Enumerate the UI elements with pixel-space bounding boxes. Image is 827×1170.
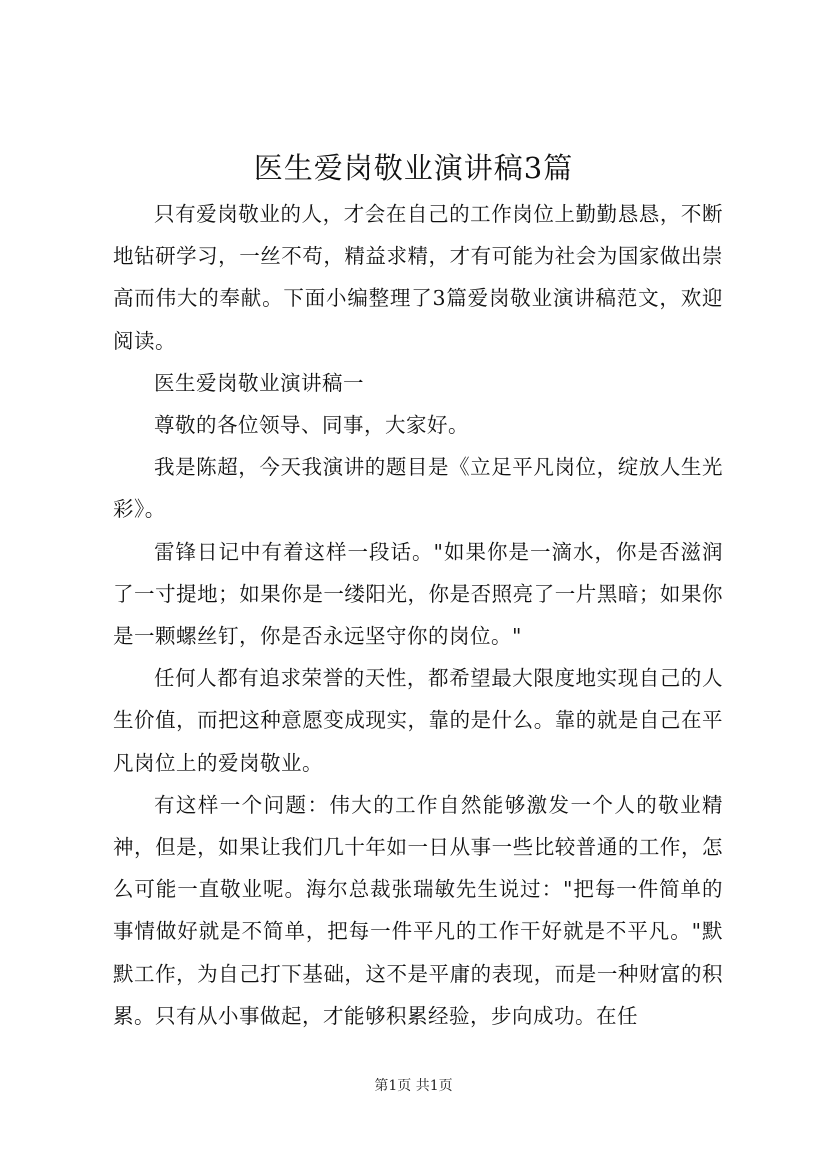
paragraph-question: 有这样一个问题：伟大的工作自然能够激发一个人的敬业精神，但是，如果让我们几十年如一日从事一些比较普通的工作，怎么可能一直敬业呢。海尔总裁张瑞敏先生说过："把每一件简单的事情做好就是不简单，把每一件平凡的工作干好就是不平凡。"默默工作，为自己打下基础，这不是平庸的表现，而是一种财富的积累。只有从小事做起，才能够积累经验，步向成功。在任 (113, 792, 723, 1028)
paragraph-intro: 只有爱岗敬业的人，才会在自己的工作岗位上勤勤恳恳，不断地钻研学习，一丝不苟，精益求精，才有可能为社会为国家做出崇高而伟大的奉献。下面小编整理了3篇爱岗敬业演讲稿范文，欢迎阅读。 (113, 202, 723, 353)
paragraph-greeting: 尊敬的各位领导、同事，大家好。 (154, 413, 469, 438)
document-body (113, 193, 723, 1037)
paragraph-leifeng-quote: 雷锋日记中有着这样一段话。"如果你是一滴水，你是否滋润了一寸提地；如果你是一缕阳光，你是否照亮了一片黑暗；如果你是一颗螺丝钉，你是否永远坚守你的岗位。" (113, 539, 723, 649)
page-footer: 第1页 共1页 (374, 1078, 453, 1094)
paragraph-speech-topic: 我是陈超，今天我演讲的题目是《立足平凡岗位，绽放人生光彩》。 (113, 455, 723, 522)
paragraph-heading: 医生爱岗敬业演讲稿一 (154, 370, 364, 395)
paragraph-honor: 任何人都有追求荣誉的天性，都希望最大限度地实现自己的人生价值，而把这种意愿变成现实，靠的是什么。靠的就是自己在平凡岗位上的爱岗敬业。 (113, 666, 723, 775)
document-title: 医生爱岗敬业演讲稿3篇 (253, 151, 574, 185)
